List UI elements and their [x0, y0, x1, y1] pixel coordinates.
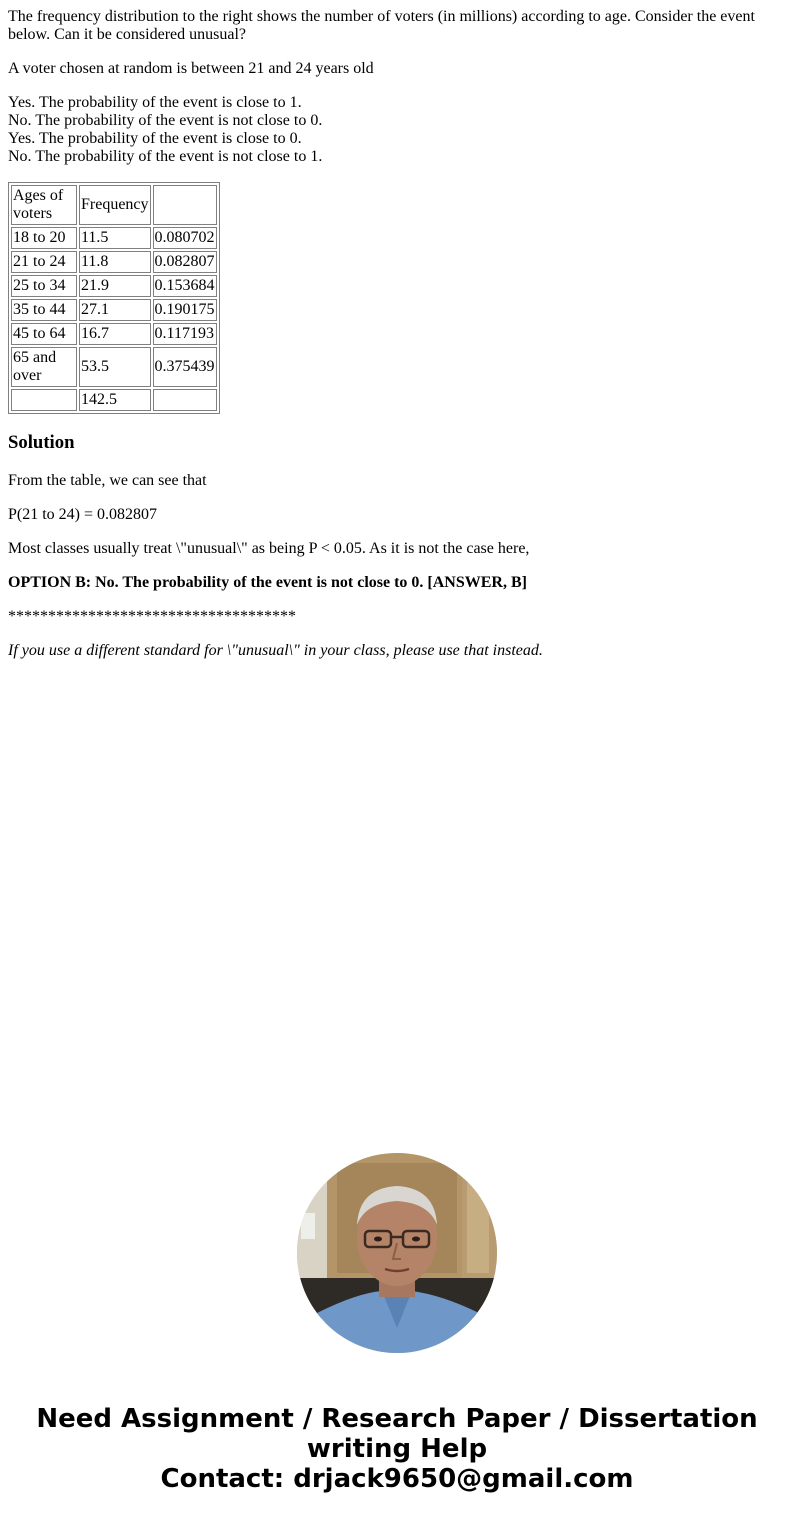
avatar-portrait: [297, 1153, 497, 1353]
frequency-table: [8, 182, 220, 414]
table-header-row: [11, 185, 217, 225]
header-frequency: Frequency: [79, 185, 151, 225]
table-row: [11, 347, 217, 387]
cell-age: 21 to 24: [11, 251, 77, 273]
cell-age: 18 to 20: [11, 227, 77, 249]
table-row: [11, 227, 217, 249]
promo-line-2: writing Help: [306, 1434, 488, 1464]
cell-probability: 0.375439: [153, 347, 217, 387]
cell-probability: 0.190175: [153, 299, 217, 321]
table-total-row: [11, 389, 217, 411]
cell-probability: 0.117193: [153, 323, 217, 345]
table-row: [11, 323, 217, 345]
cell-total-label: [11, 389, 77, 411]
option-d: No. The probability of the event is not close to 1.: [8, 148, 323, 165]
option-a: Yes. The probability of the event is close to 1.: [8, 94, 302, 111]
cell-frequency: 53.5: [79, 347, 151, 387]
option-c: Yes. The probability of the event is close to 0.: [8, 130, 302, 147]
cell-total-probability: [153, 389, 217, 411]
cell-total-frequency: 142.5: [79, 389, 151, 411]
solution-heading: Solution: [8, 432, 75, 453]
solution-answer: OPTION B: No. The probability of the event is not close to 0. [ANSWER, B]: [8, 574, 527, 591]
solution-stars: ************************************: [8, 608, 296, 625]
header-ages: Ages of voters: [11, 185, 77, 225]
question-event: A voter chosen at random is between 21 and 24 years old: [8, 60, 374, 77]
solution-note: If you use a different standard for \"unusual\" in your class, please use that instead.: [8, 642, 543, 659]
table-row: [11, 299, 217, 321]
promo-banner: [0, 1404, 794, 1494]
cell-frequency: 16.7: [79, 323, 151, 345]
cell-frequency: 11.5: [79, 227, 151, 249]
solution-line-3: Most classes usually treat \"unusual\" as being P < 0.05. As it is not the case here,: [8, 540, 530, 557]
question-intro: The frequency distribution to the right shows the number of voters (in millions) according to age. Consider the event below. Can it be considered unusual?: [8, 8, 755, 43]
document-content: [8, 8, 786, 676]
cell-probability: 0.082807: [153, 251, 217, 273]
header-probability: [153, 185, 217, 225]
cell-age: 65 and over: [11, 347, 77, 387]
avatar: [297, 1153, 497, 1353]
cell-age: 45 to 64: [11, 323, 77, 345]
cell-probability: 0.153684: [153, 275, 217, 297]
cell-frequency: 21.9: [79, 275, 151, 297]
promo-line-1: Need Assignment / Research Paper / Dissertation: [36, 1404, 758, 1434]
answer-options: [8, 94, 786, 166]
cell-frequency: 27.1: [79, 299, 151, 321]
cell-age: 35 to 44: [11, 299, 77, 321]
solution-line-1: From the table, we can see that: [8, 472, 207, 489]
table-row: [11, 251, 217, 273]
cell-probability: 0.080702: [153, 227, 217, 249]
option-b: No. The probability of the event is not close to 0.: [8, 112, 323, 129]
table-row: [11, 275, 217, 297]
cell-frequency: 11.8: [79, 251, 151, 273]
promo-contact: Contact: drjack9650@gmail.com: [160, 1464, 634, 1494]
cell-age: 25 to 34: [11, 275, 77, 297]
solution-line-2: P(21 to 24) = 0.082807: [8, 506, 158, 523]
